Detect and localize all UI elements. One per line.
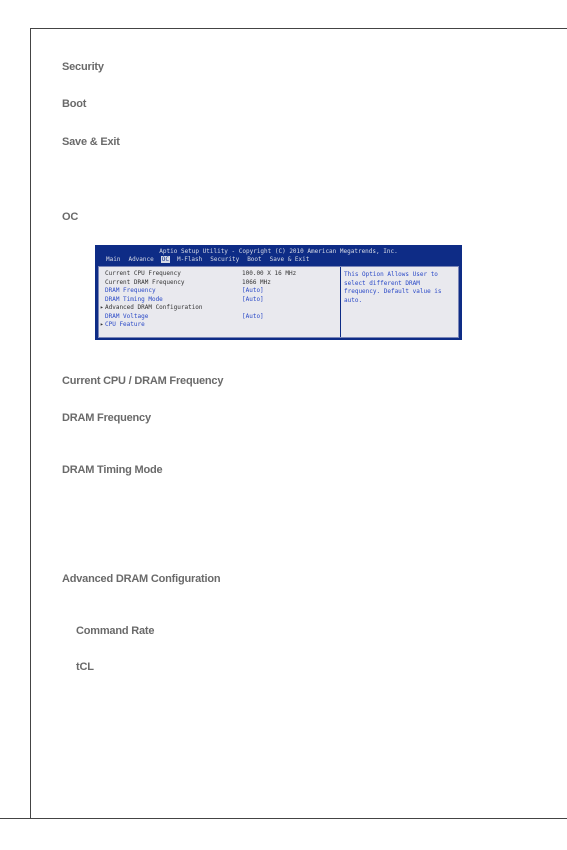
heading-tcl: tCL (76, 661, 94, 673)
bios-menu-boot[interactable]: Boot (247, 256, 262, 263)
bios-row-value[interactable]: [Auto] (242, 312, 264, 320)
bios-help-text: This Option Allows User to select different DRAM frequency. Default value is auto. (344, 271, 442, 304)
bios-screenshot (95, 245, 462, 340)
bios-row-value[interactable]: [Auto] (242, 287, 264, 294)
page-frame-top (30, 28, 567, 29)
bios-row-label: CPU Feature (105, 321, 145, 328)
bios-menu-main[interactable]: Main (106, 256, 121, 263)
heading-current-frequency: Current CPU / DRAM Frequency (62, 375, 224, 387)
heading-save-exit: Save & Exit (62, 136, 120, 148)
bios-settings-panel (98, 266, 459, 338)
heading-advanced-dram-config: Advanced DRAM Configuration (62, 573, 221, 585)
heading-security: Security (62, 61, 104, 73)
bios-row-label: DRAM Frequency (105, 287, 156, 294)
bios-row-label: Current DRAM Frequency (105, 278, 185, 286)
bios-row-value[interactable]: [Auto] (242, 295, 264, 303)
bios-row-label: DRAM Voltage (105, 312, 149, 320)
heading-oc: OC (62, 211, 79, 223)
bios-panel-divider (340, 267, 341, 337)
bios-row-label: Current CPU Frequency (105, 270, 181, 277)
heading-dram-timing-mode: DRAM Timing Mode (62, 464, 163, 476)
bios-menu-oc[interactable]: OC (161, 256, 169, 263)
bios-row-value: 1066 MHz (242, 278, 271, 286)
heading-dram-frequency: DRAM Frequency (62, 412, 151, 424)
bios-row-value: 100.00 X 16 MHz (242, 270, 297, 277)
bios-row-label: DRAM Timing Mode (105, 295, 163, 303)
heading-command-rate: Command Rate (76, 625, 155, 637)
bios-menu-bar (105, 256, 310, 263)
submenu-arrow-icon: ▸ (100, 304, 104, 311)
bios-row-label: Advanced DRAM Configuration (105, 304, 203, 311)
bios-menu-security[interactable]: Security (210, 256, 240, 263)
page-frame-bottom (0, 818, 567, 819)
bios-menu-save-exit[interactable]: Save & Exit (269, 256, 310, 263)
bios-menu-advance[interactable]: Advance (128, 256, 154, 263)
heading-boot: Boot (62, 98, 87, 110)
bios-title: Aptio Setup Utility - Copyright (C) 2010 American Megatrends, Inc. (159, 248, 398, 255)
submenu-arrow-icon: ▸ (100, 321, 104, 328)
page-frame-left (30, 28, 31, 818)
bios-menu-mflash[interactable]: M-Flash (176, 256, 203, 263)
bios-settings-list (99, 267, 340, 337)
